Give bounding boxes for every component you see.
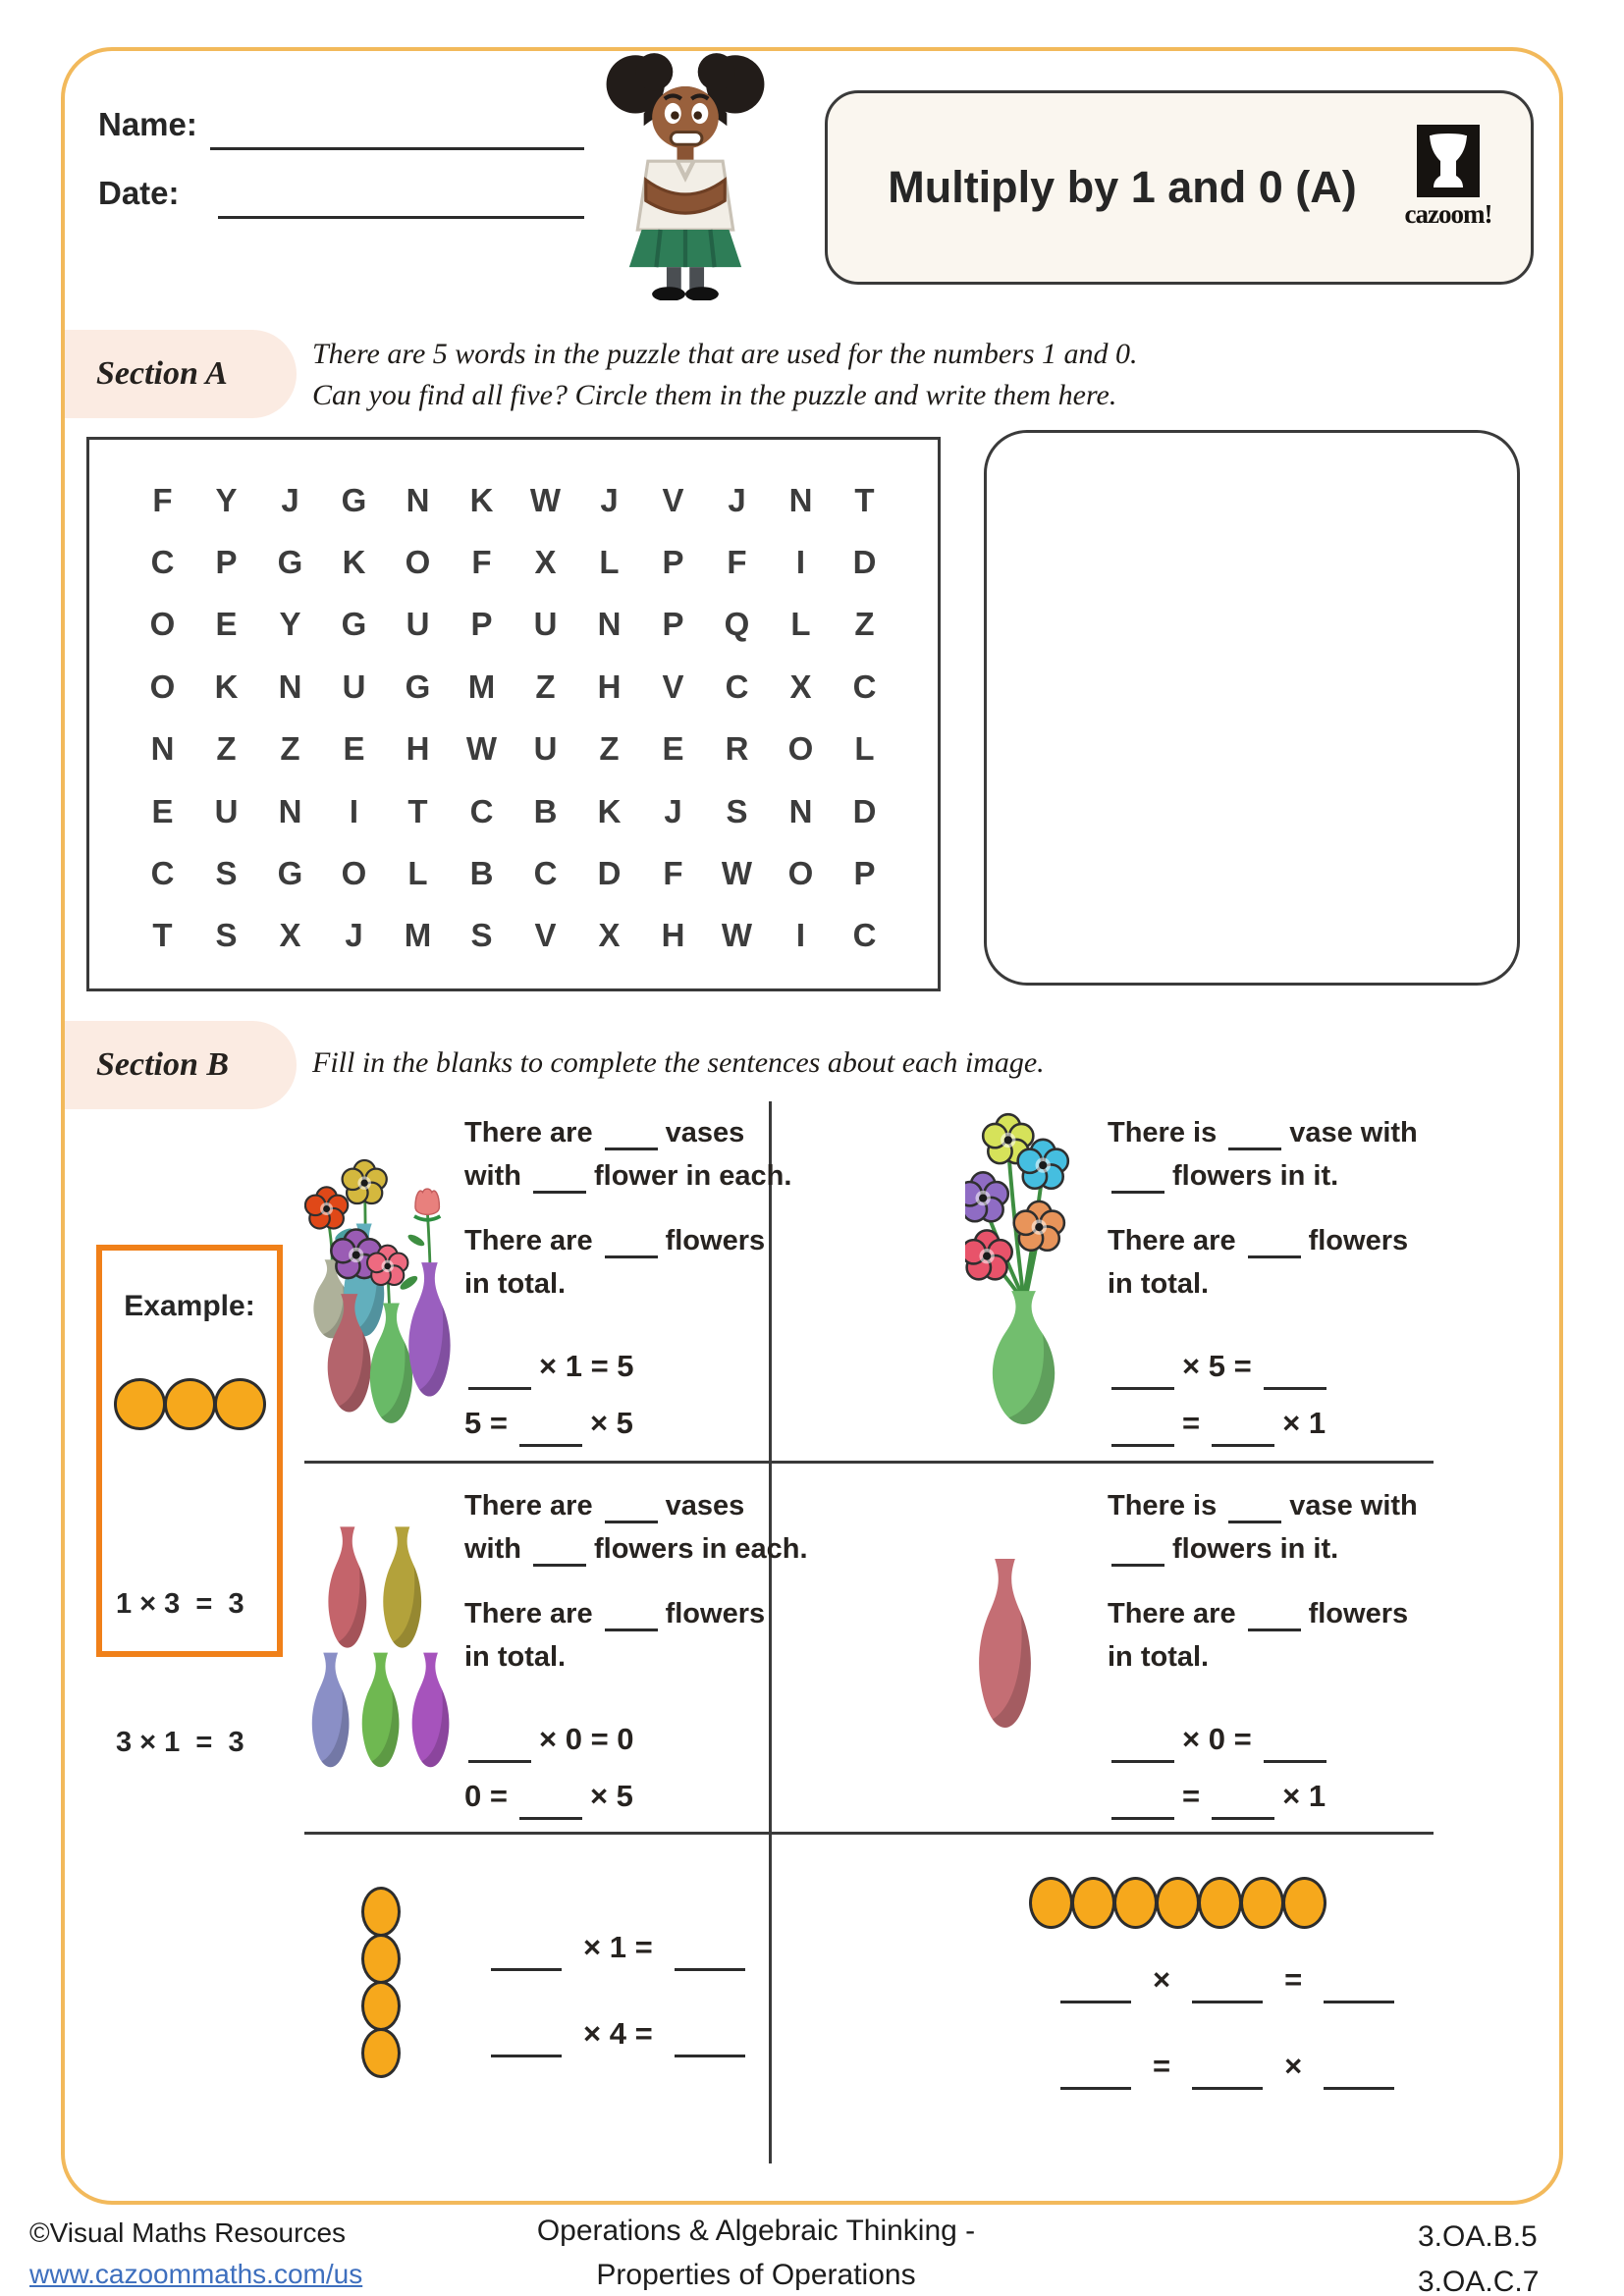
text-fragment: × 1 = 5 [539, 1349, 634, 1383]
sentence [464, 1484, 816, 1571]
text-fragment: 0 = [464, 1779, 508, 1813]
puzzle-letter: Z [854, 606, 875, 643]
answer-blank[interactable] [1111, 1530, 1164, 1567]
instruction-line: Can you find all five? Circle them in the puzzle and write them here. [312, 379, 1117, 411]
sentence-line [1108, 1111, 1426, 1154]
instruction-line: There are 5 words in the puzzle that are used for the numbers 1 and 0. [312, 338, 1138, 370]
puzzle-letter: C [852, 667, 877, 705]
answer-blank[interactable] [1212, 1407, 1274, 1447]
puzzle-letter: X [534, 544, 557, 581]
section-b-instruction: Fill in the blanks to complete the sentences about each image. [312, 1046, 1045, 1079]
answer-blank[interactable] [1060, 1963, 1131, 2003]
puzzle-letter: B [533, 792, 558, 829]
text-fragment: flowers in it. [1172, 1160, 1339, 1192]
puzzle-letter: N [278, 667, 302, 705]
puzzle-letter: P [215, 544, 238, 581]
sentence-line [1108, 1484, 1426, 1527]
puzzle-letter: K [597, 792, 622, 829]
puzzle-letter: J [664, 792, 682, 829]
puzzle-letter: W [721, 854, 753, 891]
puzzle-letter: D [597, 854, 622, 891]
text-fragment: × 5 [589, 1406, 633, 1440]
puzzle-letter: L [599, 544, 620, 581]
sentence-line [464, 1154, 799, 1198]
name-input-line[interactable] [210, 147, 584, 150]
footer-standards [1418, 2215, 1539, 2296]
puzzle-letter: J [600, 481, 619, 518]
puzzle-letter: C [150, 544, 175, 581]
puzzle-letter: N [406, 481, 430, 518]
text-fragment: with [464, 1533, 521, 1565]
puzzle-letter: V [534, 917, 557, 954]
text-fragment: = [1153, 2049, 1171, 2083]
sentence-line [1108, 1527, 1426, 1571]
puzzle-letter: N [788, 481, 813, 518]
example-equation: 1 × 3 = 3 [116, 1588, 244, 1620]
example-circles [102, 1378, 277, 1430]
text-fragment: flowers in each. [594, 1533, 808, 1565]
footer-left [29, 2213, 362, 2295]
text-fragment: in total. [1108, 1268, 1210, 1300]
text-fragment: There is [1108, 1490, 1218, 1522]
puzzle-letter: V [662, 667, 684, 705]
name-label: Name: [98, 106, 197, 142]
answer-blank[interactable] [1060, 2050, 1131, 2090]
puzzle-letter: K [469, 481, 494, 518]
puzzle-letter: W [529, 481, 562, 518]
puzzle-letter: E [343, 730, 365, 768]
puzzle-letter: F [152, 481, 173, 518]
answer-blank[interactable] [675, 2017, 745, 2057]
exercise-b1-left [464, 1111, 799, 1459]
puzzle-letter: P [662, 544, 684, 581]
puzzle-letter: G [341, 481, 367, 518]
sentence [464, 1592, 816, 1679]
puzzle-letter: I [795, 544, 806, 581]
counter-circle [1198, 1877, 1242, 1929]
exercise-b3-left [479, 1926, 757, 2099]
answer-blank[interactable] [1111, 1723, 1174, 1763]
counter-circle [1113, 1877, 1158, 1929]
drum-icon [1417, 125, 1480, 197]
puzzle-letter: S [215, 917, 238, 954]
puzzle-letter: G [341, 606, 367, 643]
puzzle-letter: C [150, 854, 175, 891]
text-fragment: × [1153, 1962, 1171, 1997]
answer-blank[interactable] [533, 1530, 586, 1567]
equation-group [1108, 1718, 1426, 1820]
text-fragment: × 0 = 0 [539, 1722, 634, 1756]
counter-circle [164, 1378, 216, 1430]
text-fragment: × 1 = [583, 1930, 653, 1964]
text-fragment: × [1284, 2049, 1303, 2083]
sentence-line [1108, 1219, 1426, 1262]
vase-with-five-flowers-image [965, 1105, 1087, 1429]
counter-circle [114, 1378, 166, 1430]
equation-line [1108, 1718, 1426, 1763]
equation-group [1108, 1345, 1426, 1447]
text-fragment: × 1 [1282, 1406, 1326, 1440]
equation-line [1108, 1345, 1426, 1390]
puzzle-letter: T [407, 792, 428, 829]
section-a-label: Section A [65, 330, 297, 418]
date-input-line[interactable] [218, 216, 584, 219]
answer-blank[interactable] [533, 1157, 586, 1194]
puzzle-letter: L [407, 854, 428, 891]
text-fragment: in total. [464, 1641, 567, 1673]
word-search-grid[interactable] [86, 437, 941, 991]
puzzle-letter: H [661, 917, 685, 954]
footer-center [432, 2209, 1080, 2296]
text-fragment: flower in each. [594, 1160, 792, 1192]
sentence-line [464, 1111, 799, 1154]
text-fragment: flowers [1308, 1598, 1409, 1629]
puzzle-letter: X [598, 917, 621, 954]
answer-blank[interactable] [1324, 2050, 1394, 2090]
puzzle-letter: Q [724, 606, 750, 643]
puzzle-letter: M [404, 917, 432, 954]
puzzle-letter: H [406, 730, 430, 768]
sentence-line [464, 1484, 816, 1527]
standard-code: 3.OA.C.7 [1418, 2266, 1540, 2296]
equation-line [464, 1402, 799, 1447]
sentence-line [464, 1262, 799, 1306]
answer-blank[interactable] [1212, 1780, 1274, 1820]
schoolgirl-illustration [581, 51, 789, 305]
answer-blank[interactable] [519, 1780, 582, 1820]
puzzle-letter: C [852, 917, 877, 954]
sentence [464, 1219, 799, 1306]
puzzle-letter: T [854, 481, 875, 518]
circle-row [1029, 1877, 1325, 1929]
sentence-line [464, 1635, 816, 1679]
puzzle-letter: Z [280, 730, 300, 768]
puzzle-letter: N [150, 730, 175, 768]
answer-blank[interactable] [1228, 1114, 1281, 1150]
puzzle-letter: V [662, 481, 684, 518]
circle-column [361, 1887, 401, 2075]
puzzle-letter: P [662, 606, 684, 643]
puzzle-letter: E [215, 606, 238, 643]
text-fragment: flowers [665, 1598, 766, 1629]
answer-blank[interactable] [1248, 1222, 1301, 1258]
equation-group [464, 1345, 799, 1447]
text-fragment: vase with [1289, 1117, 1418, 1148]
puzzle-letter: Z [535, 667, 556, 705]
puzzle-letter: K [214, 667, 239, 705]
sentence-line [1108, 1154, 1426, 1198]
puzzle-letter: S [470, 917, 493, 954]
puzzle-letter: O [787, 854, 814, 891]
answer-blank[interactable] [468, 1350, 531, 1390]
puzzle-letter: R [725, 730, 749, 768]
sentence [1108, 1219, 1426, 1306]
example-box [96, 1245, 283, 1758]
answer-blank[interactable] [1111, 1157, 1164, 1194]
answer-blank[interactable] [1228, 1487, 1281, 1523]
text-fragment: × 1 [1282, 1779, 1326, 1813]
example-equations [102, 1489, 277, 1858]
standard-code: 3.OA.B.5 [1418, 2220, 1538, 2253]
puzzle-letter: T [152, 917, 173, 954]
counter-circle [1240, 1877, 1284, 1929]
text-fragment: with [464, 1160, 521, 1192]
answers-writing-box[interactable] [984, 430, 1520, 986]
answer-blank[interactable] [605, 1222, 658, 1258]
answer-blank[interactable] [519, 1407, 582, 1447]
answer-blank[interactable] [1264, 1350, 1326, 1390]
row-divider [304, 1461, 1434, 1464]
puzzle-letter: I [795, 917, 806, 954]
puzzle-letter: G [405, 667, 431, 705]
puzzle-letter: N [597, 606, 622, 643]
puzzle-letter: O [405, 544, 431, 581]
puzzle-letter: S [215, 854, 238, 891]
puzzle-letter: N [788, 792, 813, 829]
text-fragment: There are [1108, 1225, 1236, 1256]
text-fragment: × 5 [589, 1779, 633, 1813]
text-fragment: flowers [1308, 1225, 1409, 1256]
sentence-line [464, 1592, 816, 1635]
puzzle-letter: G [277, 854, 303, 891]
puzzle-letter: D [852, 544, 877, 581]
counter-circle [1029, 1877, 1073, 1929]
text-fragment: There is [1108, 1117, 1218, 1148]
text-fragment: × 5 = [1182, 1349, 1252, 1383]
puzzle-letter: O [149, 667, 176, 705]
sentence-line [1108, 1635, 1426, 1679]
puzzle-letter: B [469, 854, 494, 891]
answer-blank[interactable] [491, 2017, 562, 2057]
answer-blank[interactable] [605, 1595, 658, 1631]
section-b-label: Section B [65, 1021, 297, 1109]
text-fragment: in total. [464, 1268, 567, 1300]
text-fragment: flowers [665, 1225, 766, 1256]
puzzle-letter: N [278, 792, 302, 829]
puzzle-letter: F [663, 854, 683, 891]
puzzle-letter: J [281, 481, 299, 518]
counter-circle [1071, 1877, 1115, 1929]
counter-circle [1282, 1877, 1326, 1929]
puzzle-letter: O [787, 730, 814, 768]
answer-blank[interactable] [675, 1931, 745, 1971]
exercise-b3-right [1049, 1958, 1406, 2131]
counter-circle [214, 1378, 266, 1430]
equation-group [1049, 1958, 1406, 2090]
sentence-line [1108, 1592, 1426, 1635]
exercise-b1-right [1108, 1111, 1426, 1459]
puzzle-letter: U [214, 792, 239, 829]
answer-blank[interactable] [605, 1487, 658, 1523]
row-divider [304, 1832, 1434, 1835]
puzzle-letter: U [533, 606, 558, 643]
equation-line [479, 1926, 757, 1971]
example-title: Example: [124, 1290, 255, 1322]
text-fragment: There are [464, 1490, 593, 1522]
answer-blank[interactable] [468, 1723, 531, 1763]
puzzle-letter: X [279, 917, 301, 954]
equation-line [1049, 2045, 1406, 2090]
worksheet-title: Multiply by 1 and 0 (A) [888, 162, 1357, 212]
puzzle-letter: S [726, 792, 748, 829]
puzzle-letter: I [349, 792, 359, 829]
puzzle-letter: X [789, 667, 812, 705]
counter-circle [361, 2028, 401, 2078]
equation-line [1108, 1402, 1426, 1447]
logo-wordmark: cazoom! [1404, 199, 1492, 229]
exercise-b2-right [1108, 1484, 1426, 1832]
sentence [1108, 1592, 1426, 1679]
puzzle-letter: D [852, 792, 877, 829]
puzzle-letter: F [471, 544, 492, 581]
section-a-instructions [312, 334, 1138, 416]
topic-line: Properties of Operations [596, 2259, 916, 2291]
puzzle-letter: G [277, 544, 303, 581]
equation-line [1108, 1775, 1426, 1820]
counter-circle [361, 1981, 401, 2031]
equation-line [464, 1345, 799, 1390]
topic-line: Operations & Algebraic Thinking - [536, 2215, 976, 2247]
equation-line [479, 2012, 757, 2057]
puzzle-letter: U [342, 667, 366, 705]
sentence [1108, 1111, 1426, 1198]
counter-circle [361, 1887, 401, 1937]
text-fragment: × 0 = [1182, 1722, 1252, 1756]
text-fragment: There are [464, 1117, 593, 1148]
sentence [464, 1111, 799, 1198]
sentence-line [464, 1219, 799, 1262]
puzzle-letter: W [465, 730, 498, 768]
puzzle-letter: C [469, 792, 494, 829]
puzzle-letter: O [149, 606, 176, 643]
equation-line [464, 1718, 816, 1763]
example-equation: 3 × 1 = 3 [116, 1727, 244, 1758]
puzzle-letter: O [341, 854, 367, 891]
puzzle-letter: E [662, 730, 684, 768]
text-fragment: flowers in it. [1172, 1533, 1339, 1565]
sentence-line [1108, 1262, 1426, 1306]
five-empty-vases-image [306, 1523, 456, 1774]
text-fragment: There are [464, 1598, 593, 1629]
answer-blank[interactable] [1111, 1350, 1174, 1390]
exercise-b2-left [464, 1484, 816, 1832]
equation-group [479, 1926, 757, 2057]
puzzle-letter: Z [599, 730, 620, 768]
text-fragment: = [1182, 1406, 1201, 1440]
answer-blank[interactable] [1111, 1780, 1174, 1820]
sentence-line [464, 1527, 816, 1571]
single-empty-vase-image [970, 1557, 1041, 1736]
text-fragment: 5 = [464, 1406, 508, 1440]
text-fragment: vase with [1289, 1490, 1418, 1522]
puzzle-letter: Z [216, 730, 237, 768]
puzzle-letter: F [727, 544, 747, 581]
copyright-text: ©Visual Maths Resources [29, 2217, 347, 2248]
website-link[interactable]: www.cazoommaths.com/us [29, 2259, 363, 2289]
answer-blank[interactable] [605, 1114, 658, 1150]
text-fragment: × 4 = [583, 2016, 653, 2051]
puzzle-letter: L [854, 730, 875, 768]
answer-blank[interactable] [1248, 1595, 1301, 1631]
puzzle-letter: Y [279, 606, 301, 643]
puzzle-letter: U [533, 730, 558, 768]
text-fragment: vases [665, 1490, 745, 1522]
sentence [1108, 1484, 1426, 1571]
puzzle-letter: U [406, 606, 430, 643]
equation-group [464, 1718, 816, 1820]
counter-circle [1156, 1877, 1200, 1929]
answer-blank[interactable] [1324, 1963, 1394, 2003]
puzzle-letter: E [151, 792, 174, 829]
answer-blank[interactable] [1264, 1723, 1326, 1763]
puzzle-letter: C [725, 667, 749, 705]
text-fragment: There are [1108, 1598, 1236, 1629]
puzzle-letter: J [728, 481, 746, 518]
puzzle-letter: H [597, 667, 622, 705]
puzzle-letter: L [790, 606, 811, 643]
puzzle-letter: Y [215, 481, 238, 518]
puzzle-letter: P [853, 854, 876, 891]
puzzle-letter: M [467, 667, 496, 705]
answer-blank[interactable] [1111, 1407, 1174, 1447]
equation-line [464, 1775, 816, 1820]
puzzle-letter: C [533, 854, 558, 891]
equation-line [1049, 1958, 1406, 2003]
date-label: Date: [98, 175, 180, 211]
five-vases-with-flowers-image [304, 1158, 461, 1453]
puzzle-letter: W [721, 917, 753, 954]
puzzle-letter: J [345, 917, 363, 954]
cazoom-logo [1385, 125, 1511, 230]
answer-blank[interactable] [491, 1931, 562, 1971]
text-fragment: vases [665, 1117, 745, 1148]
counter-circle [361, 1934, 401, 1984]
text-fragment: in total. [1108, 1641, 1210, 1673]
puzzle-letter: P [470, 606, 493, 643]
puzzle-letter: K [342, 544, 366, 581]
text-fragment: = [1182, 1779, 1201, 1813]
text-fragment: = [1284, 1962, 1303, 1997]
title-box [825, 90, 1534, 285]
answer-blank[interactable] [1192, 2050, 1263, 2090]
answer-blank[interactable] [1192, 1963, 1263, 2003]
text-fragment: There are [464, 1225, 593, 1256]
